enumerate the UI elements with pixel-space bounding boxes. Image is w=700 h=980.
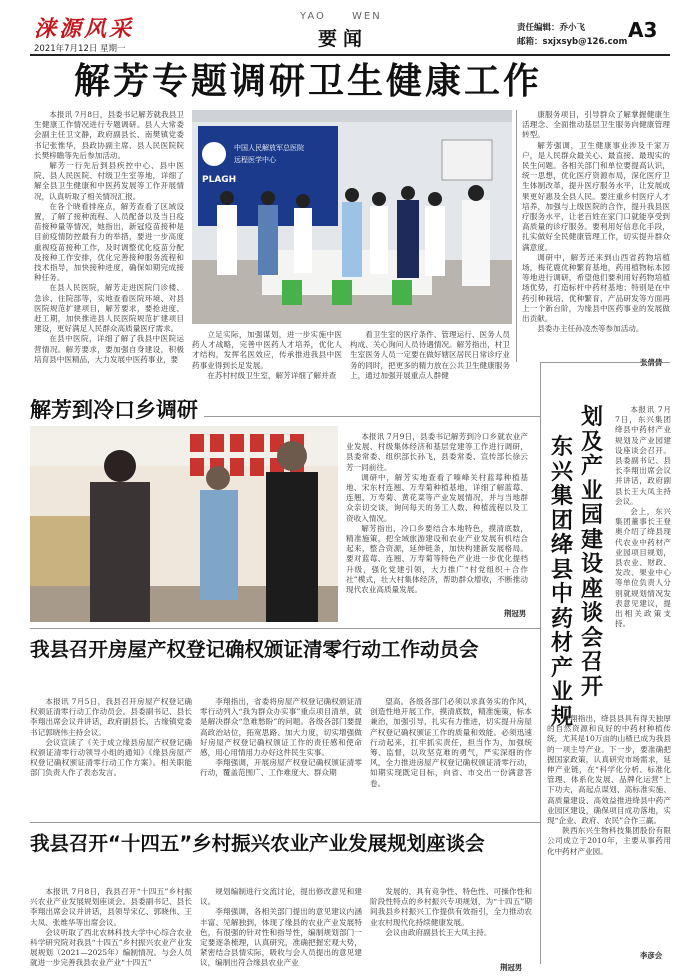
article3-p2: 会上，东兴集团董事长王登奥介绍了绛县现代农业中药材产业园项目规划，县农业、财政、发改、果业中心等单位负责人分别就规划情况发表意见建议，提出相关政策支持。	[615, 507, 671, 629]
article5-p1: 本报讯 7月8日，我县召开“十四五”乡村振兴农业产业发展规划座谈会。县委副书记、县长李翔出席会议并讲话，县领导宋亿、郭晓伟、王大凤、张维华等出席会议。	[30, 887, 192, 927]
article1-photo	[192, 110, 512, 324]
article2-photo-art	[30, 426, 338, 622]
article2-photo	[30, 426, 338, 622]
section-pinyin-left: YAO	[300, 11, 326, 22]
article3-author: 李彦会	[640, 951, 663, 960]
article1-col4-p4: 县委办主任孙凌杰等参加活动。	[537, 324, 644, 334]
article1-p1: 本报讯 7月8日，县委书记解芳就我县卫生健康工作情况进行专题调研。县人大常委会副主任卫文静，政府副县长、南樊镇党委书记张惟华，县政协副主席、县人民医院院长樊梓瞻等先后参加活动。	[34, 110, 184, 160]
article1-col3-p1: 看卫生室的医疗条件、管理运行、医务人员构成、关心询问人员待遇情况。解芳指出，村卫生室医务人员一定要在做好辖区居民日常诊疗业务的同时，把更多的精力放在公共卫生健康服务上，通过加强开展重点人群健	[350, 330, 510, 380]
article1-p2: 解芳一行先后到县疾控中心、县中医院、县人民医院、村级卫生室等地，详细了解全县卫生健康和中医药发展等工作开展情况，认真听取了相关情况汇报。	[34, 161, 184, 201]
article1-col4-p2: 解芳强调，卫生健康事业涉及千家万户，是人民群众最关心、最直接、最现实的民生问题。各相关部门和单位要提高认识，统一思想，优化医疗资源布局，深化医疗卫生体制改革，提升医疗服务水平，让发展成果更好惠及全县人民。要注重乡村医疗人才培养，加强与上级医院的合作，提升我县医疗服务水平，让老百姓在家门口就能享受到高质量的诊疗服务。要利用好信息化手段，扎实做好全民健康管理工作，切实提升群众满意度。	[522, 140, 670, 252]
photo-sign-line1: 中国人民解放军总医院	[234, 144, 304, 152]
article2-p2: 调研中，解芳实地查看了嗪峰关村蓝莓种植基地、宋东村连翘、万寿菊种植基地，详细了解蓝莓、连翘、万寿菊、黄花菜等产业发展情况，并与当地群众亲切交谈，询问每天的务工人数、种植流程以及工资收入情况。	[346, 472, 528, 523]
article3-p1: 本报讯 7月7日，东兴集团绛县中药材产业规划及产业园建设座谈会召开。县委副书记、县长李翔出席会议并讲话，政府副县长王大凤主持会议。	[615, 405, 671, 506]
article4-p5: 望高。各级各部门必须以求真务实的作风，创造性地开展工作，摸清底数，精准施策，标本兼治，加强引导，扎实有力推进，切实提升房屋产权登记确权颁证工作的质量和效能。必须迅速行动起来，扛牢抓实责任，担当作为，加强统筹、监督，以攻坚克难的勇气，严实深细的作风，全力推进房屋产权登记确权颁证清零行动，如期实现既定目标，向省、市交出一份满意答卷。	[370, 697, 532, 788]
section-pinyin-right: WEN	[352, 11, 382, 22]
masthead-rule	[30, 54, 670, 56]
email-label: 邮箱：	[517, 37, 543, 47]
article3-title-col1: 东兴集团绛县中药材产业规	[550, 435, 573, 730]
article3-body	[615, 405, 671, 711]
article4-p3: 李翔指出，省委将房屋产权登记确权颁证清零行动列入“我为群众办实事”重点项目清单，就是解决群众“急难愁盼”的问题。各级各部门要提高政治站位，拓宽思路、加大力度，切实增强做好房屋产权登记确权颁证工作的责任感和使命感，用心用情用力办好这件民生实事。	[200, 697, 362, 758]
article1-col2-p2: 在苏村村级卫生室，解芳详细了解并查	[207, 370, 337, 380]
article4-p2: 会议宣读了《关于成立缘县房屋产权登记确权颁证清零行动领导小组的通知》《缘县房屋产权登记确权颁证清零行动工作方案》。相关职能部门负责人作了表态发言。	[30, 737, 192, 778]
article1-p4: 在县人民医院，解芳走进医院门诊楼、急诊、住院部等，实地查看医院环境、对县医院规范扩建项目，解芳要求，要抢进度、赶工期，加快推进县人民医院规范扩建项目建设，更好满足人民群众高质量医疗需求。	[34, 283, 184, 334]
page-number: A3	[628, 18, 658, 42]
article3-body-lower	[547, 714, 671, 950]
editor-line	[517, 21, 585, 33]
article1-title: 解芳专题调研卫生健康工作	[74, 61, 543, 102]
article4-p1: 本报讯 7月5日，我县召开房屋产权登记确权颁证清零行动工作动员会。县委副书记、县长李翔出席会议并讲话，政府副县长、古缘镇党委书记郭晓伟主持会议。	[30, 697, 192, 737]
editor-label: 责任编辑：	[517, 23, 560, 33]
divider	[30, 822, 540, 823]
article1-photo-art	[192, 110, 512, 324]
article5-col1	[30, 887, 192, 975]
divider	[516, 110, 517, 362]
article1-col3	[350, 330, 510, 412]
article2-body	[346, 432, 528, 610]
article2-p1: 本报讯 7月9日，县委书记解芳到冷口乡就农业产业发展、村级集体经济和基层党建等工作进行调研，县委常委、组织部长孙飞，县委常委、宣传部长徐云芳一同前往。	[346, 432, 528, 472]
article1-p5: 在县中医院，详细了解了我县中医院运营情况。解芳要求，要加强自身建设，积极培育县中医精品，大力发展中医药事业，要	[34, 334, 184, 364]
article5-col2	[200, 887, 362, 975]
article5-p2: 会议听取了西北农林科技大学中心综合农业科学研究院对我县“十四五”乡村振兴农业产业发展规划（2021—2025年）编制情况。与会人员就进一步完善我县农业产业“十四五”	[30, 927, 192, 968]
article1-col4-p1: 康服务项目，引导群众了解掌握健康生活理念、全面推动基层卫生服务向健康管理转型。	[522, 110, 670, 140]
article5-p6: 会议由政府副县长王大凤主持。	[385, 927, 492, 937]
divider	[540, 362, 670, 363]
article5-col3	[370, 887, 532, 959]
photo-sign-brand: PLAGH	[202, 175, 237, 185]
article5-p4: 李翔强调，各相关部门提出的意见建议内涵丰富、见解独到，体现了缘县的农业产业发展特色，有很强的针对性和指导性，编制规划部门一定要逐条梳理，认真研究，准确把握宏观大势，紧密结合县情实际，吸收与会人员提出的意见建议，编制出符合缘县农业产业	[200, 907, 362, 968]
article1-col4	[522, 110, 670, 354]
article4-col2	[200, 697, 362, 817]
article4-p4: 李翔强调，开展房屋产权登记确权颁证清零行动，覆盖范围广、工作难度大、群众期	[200, 758, 362, 778]
article3-title-col2: 划及产业园建设座谈会召开	[580, 405, 603, 700]
divider	[540, 362, 541, 964]
article2-p3: 解芳指出，冷口乡要结合本地特色，摸清底数，精准施策，把全域旅游建设和农业产业发展有机结合起来，整合资源，延伸链条，加快构建新发展格局。要对蓝莓、连翘、万寿菊等特色产业进一步优化提档升级，强化党建引领，大力推广“村党组织＋合作社”模式，壮大村集体经济，帮助群众增收，不断推动现代农业高质量发展。	[346, 523, 528, 595]
article1-col4-p3: 调研中，解芳还来到山西省药物培植场，梅花鹿优种繁育基地，药用植物标本园等地进行调研，希望他们要利用好药物培植场优势，打造标杆中药材基地；特别是在中药引种栽培、优种繁育、产品研发等方面再上一个新台阶，为缘县中医药事业的发展做出贡献。	[522, 252, 670, 324]
editor-name: 乔小飞	[559, 23, 586, 33]
article2-title: 解芳到冷口乡调研	[30, 396, 204, 424]
article2-author: 荆冠男	[504, 609, 527, 618]
article3-p3: 李翔指出，绛县县具有得天独厚的自然资源和良好的中药材种植传统，尤其是10万亩的山楂已成为我县的一项主导产业。下一步，要准确把握国家政策，认真研究市场需求，延伸产业链，在“科学化分析、标准化管理、体系化发展、品牌化运营”上下功夫，高起点谋划、高标准实施、高质量建设、高效益推进绛县中药产业园区建设，确保项目成功落地，实现“企业、政府、农民”合作三赢。	[547, 714, 671, 826]
article5-p5: 发展的、具有竞争性、特色性、可操作性和阶段性特点的乡村振兴专项规划，为“十四五”期间我县乡村振兴工作提供有效指引，全力推动农业农村现代化持续健康发展。	[370, 887, 532, 927]
article4-col3	[370, 697, 532, 817]
article3-p4: 陕西东兴生物科技集团股份有限公司成立于2010年，主要从事药用化中药材产业园。	[547, 826, 671, 856]
article1-col1	[34, 110, 184, 412]
masthead	[0, 0, 700, 54]
article1-p3: 在各个晓看排座点，解芳查看了区域设置，了解了接种流程、人员配备以及当日疫苗接种量等情况，她指出，新冠疫苗接种是目前疫情防控最有力的举措，要进一步高度重视疫苗接种工作，及时调整优化疫苗分配及接种工作安排，优化完善接种服务流程和技术指导，加快接种进度，确保如期完成接种任务。	[34, 201, 184, 283]
paper-name: 涞源风采	[34, 16, 135, 42]
email-address: sxjxsyb@126.com	[542, 37, 628, 47]
section-name: 要闻	[318, 28, 369, 50]
email-line	[517, 35, 627, 47]
article1-col2	[192, 330, 342, 412]
issue-date: 2021年7月12日 星期一	[34, 44, 126, 54]
divider	[30, 628, 540, 629]
photo-sign-line2: 远程医学中心	[234, 156, 276, 164]
article1-col2-p1: 立足实际，加强谋划，进一步实施中医药人才战略，完善中医药人才培养，优化人才结构，发挥名医效应，传承推进我县中医药事业得到长足发展。	[192, 330, 342, 370]
article5-title: 我县召开“十四五”乡村振兴农业产业发展规划座谈会	[30, 832, 485, 855]
article4-col1	[30, 697, 192, 817]
article5-author: 荆冠男	[500, 963, 523, 972]
article4-title: 我县召开房屋产权登记确权颁证清零行动工作动员会	[30, 638, 479, 661]
article5-p3: 规划编制进行交流讨论，提出修改意见和建议。	[200, 887, 362, 907]
